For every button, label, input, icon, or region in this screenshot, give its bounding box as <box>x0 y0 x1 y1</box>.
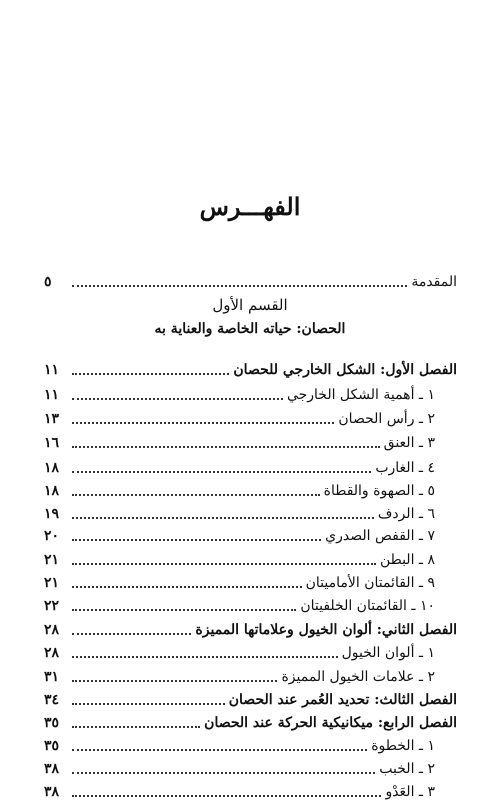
toc-subentry-label: ٨ ـ البطن <box>379 552 435 568</box>
toc-subentry-label: ١٠ ـ القائمتان الخلفيتان <box>300 598 435 614</box>
toc-chapter-label: الفصل الثالث: تحديد العُمر عند الحصان <box>228 692 457 708</box>
dot-leader <box>72 702 225 705</box>
toc-entry-row <box>44 641 457 663</box>
dot-leader <box>72 562 376 565</box>
dot-leader <box>72 372 229 375</box>
toc-page-number: ٣٨ <box>44 761 60 777</box>
dot-leader <box>72 655 338 658</box>
toc-intro-page: ٥ <box>44 274 52 290</box>
toc-page-number: ٣٤ <box>44 692 60 708</box>
toc-entry-row <box>44 407 457 429</box>
toc-intro-row <box>44 270 457 292</box>
dot-leader <box>72 493 320 496</box>
toc-entry-row <box>44 665 457 687</box>
toc-subentry-label: ٢ ـ الخبب <box>379 761 435 777</box>
toc-entry-row <box>44 711 457 733</box>
toc-entry-row <box>44 618 457 640</box>
toc-page-number: ٣٥ <box>44 715 60 731</box>
toc-chapter-label: الفصل الأول: الشكل الخارجي للحصان <box>233 362 457 378</box>
dot-leader <box>72 538 321 541</box>
dot-leader <box>72 284 407 287</box>
dot-leader <box>72 516 374 519</box>
toc-page-number: ١١ <box>44 387 60 403</box>
toc-chapter-label: الفصل الرابع: ميكانيكية الحركة عند الحصان <box>204 715 457 731</box>
toc-page-number: ١١ <box>44 362 60 378</box>
dot-leader <box>72 608 296 611</box>
toc-subentry-label: ٣ ـ العَدْو <box>385 784 435 800</box>
toc-subentry-label: ١ ـ الخطوة <box>371 738 435 754</box>
part-subtitle: الحصان: حياته الخاصة والعناية به <box>154 321 346 337</box>
toc-page-number: ١٨ <box>44 483 60 499</box>
toc-subentry-label: ٢ ـ رأس الحصان <box>338 411 435 427</box>
toc-entry-row <box>44 456 457 478</box>
toc-subentry-label: ٦ ـ الردف <box>377 506 435 522</box>
dot-leader <box>72 794 381 797</box>
toc-entry-row <box>44 757 457 779</box>
dot-leader <box>72 679 277 682</box>
dot-leader <box>72 725 200 728</box>
toc-page-number: ١٩ <box>44 506 60 522</box>
toc-entry-row <box>44 383 457 405</box>
toc-entry-row <box>44 571 457 593</box>
toc-page-number: ٢٢ <box>44 598 60 614</box>
toc-entry-row <box>44 479 457 501</box>
dot-leader <box>72 397 283 400</box>
toc-entry-row <box>44 358 457 380</box>
dot-leader <box>72 748 367 751</box>
dot-leader <box>72 771 375 774</box>
toc-chapter-label: الفصل الثاني: ألوان الخيول وعلاماتها المميزة <box>195 622 457 638</box>
toc-entry-row <box>44 502 457 524</box>
toc-page-number: ١٦ <box>44 435 60 451</box>
toc-page-number: ٣٨ <box>44 784 60 800</box>
dot-leader <box>72 632 191 635</box>
toc-page-number: ٢١ <box>44 575 60 591</box>
toc-page-number: ١٨ <box>44 460 60 476</box>
toc-page-number: ٣٥ <box>44 738 60 754</box>
toc-intro-label: المقدمة <box>411 274 457 290</box>
toc-subentry-label: ٥ ـ الصهوة والقطاة <box>323 483 435 499</box>
toc-page-number: ٢٨ <box>44 622 60 638</box>
toc-entry-row <box>44 524 457 546</box>
toc-page-number: ٢٨ <box>44 645 60 661</box>
toc-entry-row <box>44 688 457 710</box>
part-title: القسم الأول <box>212 296 288 314</box>
dot-leader <box>72 470 371 473</box>
toc-page-number: ٢٠ <box>44 528 60 544</box>
toc-page-number: ٢١ <box>44 552 60 568</box>
dot-leader <box>72 445 380 448</box>
toc-subentry-label: ٩ ـ القائمتان الأماميتان <box>305 575 435 591</box>
toc-subentry-label: ٧ ـ القفص الصدري <box>325 528 435 544</box>
page-title: الفهـــرس <box>199 192 301 221</box>
dot-leader <box>72 421 334 424</box>
toc-entry-row <box>44 431 457 453</box>
toc-page-number: ٣١ <box>44 669 60 685</box>
toc-entry-row <box>44 734 457 756</box>
toc-subentry-label: ٤ ـ الغارب <box>375 460 435 476</box>
dot-leader <box>72 585 302 588</box>
toc-subentry-label: ١ ـ أهمية الشكل الخارجي <box>286 387 435 403</box>
toc-entry-row <box>44 780 457 802</box>
toc-subentry-label: ٣ ـ العنق <box>383 435 435 451</box>
toc-subentry-label: ١ ـ ألوان الخيول <box>341 645 435 661</box>
toc-entry-row <box>44 548 457 570</box>
toc-page-number: ١٣ <box>44 411 60 427</box>
toc-entry-row <box>44 594 457 616</box>
toc-subentry-label: ٢ ـ علامات الخيول المميزة <box>281 669 435 685</box>
